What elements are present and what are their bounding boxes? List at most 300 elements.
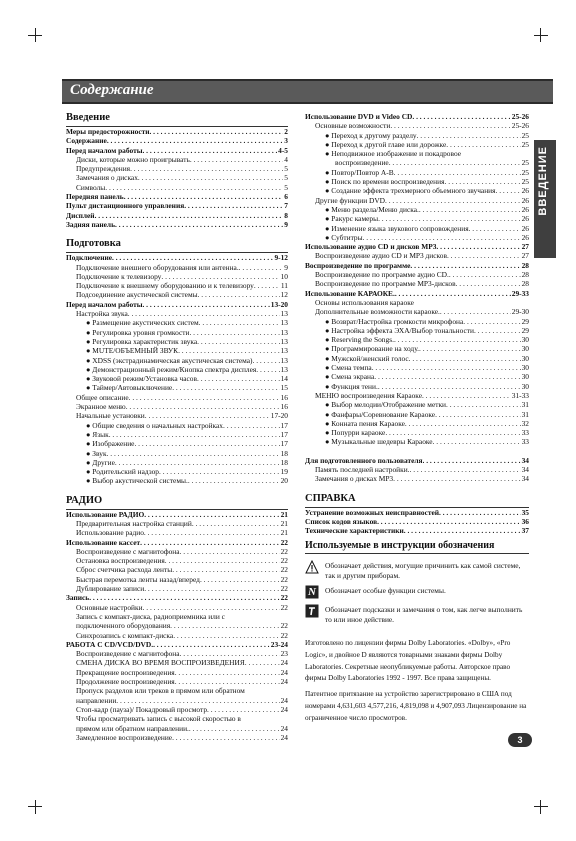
toc-entry-title: ● Музыкальные шедевры Караоке [325,437,433,447]
toc-entry-title: ● Таймер/Автовыключение [86,383,173,393]
toc-entry-title: ● MUTE/ОБЪЕМНЫЙ ЗВУК [86,346,179,356]
toc-entry [66,263,288,272]
toc-entry-title: Предварительная настройка станций [76,518,192,528]
toc-leader-dots [395,289,511,298]
toc-entry-page: 28 [521,270,529,280]
section-heading: Подготовка [66,238,121,250]
toc-list [305,456,529,484]
toc-entry-page: 30 [521,344,529,354]
toc-entry-title: прямом или обратном направлении. [76,723,189,733]
toc-entry-page: 13 [280,309,288,319]
toc-entry [66,686,288,695]
toc-leader-dots [446,140,520,149]
toc-entry-title: ● Выбор мелодии/Отображение метки [325,400,447,410]
toc-entry-title: Использование РАДИО [66,509,145,519]
toc-entry-title: Воспроизведение по программе [305,260,411,270]
toc-leader-dots [165,556,280,565]
toc-entry [305,526,529,535]
toc-entry-title: ● Функция тени. [325,381,378,391]
toc-entry-title: ● Поиск по времени воспроизведения [325,177,445,187]
toc-entry [66,318,288,327]
toc-entry [66,164,288,173]
toc-leader-dots [245,658,280,667]
toc-entry-title: ● Создание эффекта трехмерного объемного звучания [325,186,496,196]
toc-entry-title: СМЕНА ДИСКА ВО ВРЕМЯ ВОСПРОИЗВЕДЕНИЯ [76,658,245,668]
toc-entry [305,456,529,465]
toc-leader-dots [372,363,521,372]
note-n-letter: N [308,586,316,598]
toc-entry [66,290,288,299]
toc-entry [66,510,288,519]
toc-leader-dots [419,344,521,353]
toc-entry-page: 17 [280,429,288,439]
toc-leader-dots [107,136,283,145]
toc-entry [66,640,288,649]
toc-entry-page: 2 [284,127,288,136]
toc-entry-page: 22 [280,584,288,594]
toc-entry-page: 5 [284,182,288,192]
toc-leader-dots [188,476,280,485]
toc-leader-dots [172,565,279,574]
toc-entry [66,155,288,164]
toc-entry-title: Воспроизведение по программе MP3-дисков [315,279,456,289]
toc-leader-dots [449,270,521,279]
toc-leader-dots [129,393,280,402]
toc-leader-dots [405,419,521,428]
toc-leader-dots [446,400,521,409]
toc-entry-page: 22 [280,537,288,547]
toc-entry-title: Начальные установки [76,411,145,421]
toc-entry [66,593,288,602]
toc-entry [66,705,288,714]
legend-title: Используемые в инструкции обозначения [305,540,495,551]
toc-leader-dots [197,337,279,346]
legend-text: Обозначает подсказки и замечания о том, как легче выполнить то или иное действие. [325,605,523,624]
toc-entry-page: 27 [521,242,529,252]
toc-entry [305,382,529,391]
toc-entry [66,356,288,365]
toc-entry-page: 34 [521,464,529,474]
toc-entry-page: 22 [280,621,288,631]
toc-entry-title: Меры предосторожности [66,127,150,136]
toc-leader-dots [439,508,521,517]
toc-entry-title: направлении [76,695,117,705]
toc-entry-page: 29-30 [511,307,529,317]
toc-entry-title: воспроизведение [335,158,389,168]
toc-entry-page: 20 [280,476,288,486]
toc-entry-page: 29 [521,325,529,335]
toc-leader-dots [128,309,280,318]
toc-leader-dots [378,382,521,391]
toc-entry [305,131,529,140]
toc-leader-dots [115,458,280,467]
toc-leader-dots [394,168,521,177]
toc-entry-page: 13-20 [270,299,288,309]
toc-entry-page: 29-33 [511,288,529,298]
toc-entry-title: ● Ракурс камеры [325,214,379,224]
toc-entry-page: 9 [284,262,288,272]
toc-entry-title: Основные настройки [76,602,143,612]
toc-entry-page: 35 [521,507,529,517]
toc-entry-page: 28 [521,279,529,289]
toc-entry-page: 31 [521,400,529,410]
toc-entry-page: 26 [521,232,529,242]
toc-entry [305,214,529,223]
toc-entry [305,400,529,409]
toc-leader-dots [496,186,521,195]
toc-entry [305,391,529,400]
toc-entry [66,724,288,733]
toc-entry [66,173,288,182]
toc-leader-dots [116,696,279,705]
toc-entry [66,300,288,309]
toc-entry [305,158,529,167]
toc-entry [66,211,288,220]
toc-leader-dots [115,220,283,229]
toc-entry-page: 25 [521,139,529,149]
toc-list [305,508,529,536]
toc-entry [305,251,529,260]
toc-entry-title: ● Повтор/Повтор A-B [325,167,394,177]
toc-leader-dots [393,474,520,483]
toc-entry-title: ● Попурри караоке [325,428,386,438]
toc-entry-page: 28 [521,260,529,270]
toc-entry-title: Экранное меню [76,402,126,412]
toc-entry-title: МЕНЮ воспроизведения Караоке [315,390,422,400]
toc-entry-title: Технические характеристики [305,526,404,536]
toc-entry [66,519,288,528]
toc-entry [66,337,288,346]
toc-entry [66,565,288,574]
toc-leader-dots [130,164,283,173]
toc-entry [66,649,288,658]
toc-entry-page: 16 [280,392,288,402]
toc-entry-title: Перед началом работы [66,145,143,155]
toc-entry-title: ● Возврат/Настройка громкости микрофона [325,316,464,326]
toc-entry-page: 17 [280,439,288,449]
toc-entry [66,677,288,686]
toc-entry [305,437,529,446]
toc-entry [66,547,288,556]
toc-entry-title: ● Мужской/женский голос [325,353,409,363]
toc-entry-title: Дисплей [66,210,95,220]
crop-mark [540,800,541,814]
toc-entry [66,658,288,667]
toc-entry-page: 8 [284,210,288,220]
toc-entry [305,317,529,326]
toc-entry-title: ● Общие сведения о начальных настройках [86,420,223,430]
toc-leader-dots [422,391,511,400]
toc-entry-page: 13 [280,364,288,374]
toc-entry-page: 10 [280,271,288,281]
toc-entry-page: 24 [280,667,288,677]
toc-entry-title: ● Другие [86,457,115,467]
toc-entry [305,326,529,335]
toc-entry-page: 22 [280,556,288,566]
toc-entry-page: 24 [280,704,288,714]
toc-entry-page: 24 [280,723,288,733]
toc-entry [305,465,529,474]
toc-leader-dots [419,205,521,214]
page-title: Содержание [70,82,154,98]
toc-entry-page: 25 [521,167,529,177]
toc-entry [66,220,288,229]
toc-entry-title: ● Субтитры [325,232,363,242]
toc-entry-page: 18 [280,448,288,458]
toc-leader-dots [124,192,284,201]
toc-leader-dots [175,668,280,677]
toc-entry-title: Задняя панель [66,219,115,229]
toc-leader-dots [436,242,520,251]
toc-left-column [66,112,288,742]
toc-leader-dots [394,335,521,344]
toc-entry [66,281,288,290]
toc-entry-page: 33 [521,428,529,438]
toc-entry-page: 26 [521,186,529,196]
toc-entry-page: 36 [521,516,529,526]
toc-leader-dots [134,439,279,448]
toc-leader-dots [374,372,520,381]
toc-leader-dots [390,121,510,130]
toc-entry-page: 17 [280,420,288,430]
toc-entry-title: ● Регулировка характеристик звука [86,336,198,346]
toc-entry-title: Использование радио [76,528,144,538]
section-heading: РАДИО [66,494,103,506]
toc-entry [66,458,288,467]
toc-entry [305,298,529,307]
toc-leader-dots [404,526,521,535]
tip-icon [305,604,319,618]
toc-leader-dots [184,201,283,210]
toc-entry-title: ● Звук [86,448,107,458]
toc-leader-dots [409,354,521,363]
toc-entry-page: 30 [521,372,529,382]
toc-entry [66,538,288,547]
toc-leader-dots [172,383,279,392]
toc-leader-dots [170,621,279,630]
crop-mark [534,35,548,36]
toc-leader-dots [109,430,280,439]
toc-entry-title: Запись [66,593,90,603]
toc-entry [305,186,529,195]
toc-entry-page: 3 [284,136,288,146]
toc-leader-dots [199,318,280,327]
toc-leader-dots [95,211,284,220]
toc-entry-page: 30 [521,353,529,363]
toc-entry-page: 23-24 [270,639,288,649]
toc-entry-title: Воспроизведение аудио CD и MP3 дисков [315,251,447,261]
toc-entry [66,309,288,318]
toc-leader-dots [435,410,521,419]
toc-entry-page: 26 [521,214,529,224]
toc-entry-title: ● Фанфары/Соревнование Караоке [325,409,436,419]
toc-leader-dots [417,131,521,140]
toc-entry [66,411,288,420]
toc-entry-page: 26 [521,204,529,214]
toc-entry-page: 34 [521,474,529,484]
toc-entry-page: 5 [284,173,288,183]
toc-leader-dots [423,456,521,465]
toc-entry-page: 21 [280,509,288,519]
toc-entry-title: ● Демонстрационный режим/Кнопка спектра дисплея [86,364,257,374]
toc-entry-page: 13 [280,336,288,346]
toc-entry-page: 22 [280,574,288,584]
license-text [305,638,531,729]
toc-entry-title: Память последней настройки. [315,464,410,474]
toc-entry [66,668,288,677]
toc-entry [66,476,288,485]
toc-leader-dots [363,233,521,242]
crop-mark [534,806,548,807]
toc-entry [66,696,288,705]
toc-entry-title: Список кодов языков [305,516,378,526]
toc-entry-title: ● XDSS (экстрадинамическая акустическая система) [86,355,253,365]
toc-leader-dots [144,510,279,519]
toc-entry-page: 31 [521,409,529,419]
toc-entry-title: Подключение внешнего оборудования или антенна. [76,262,239,272]
toc-leader-dots [447,251,521,260]
toc-leader-dots [445,177,521,186]
toc-entry [305,363,529,372]
toc-entry-page: 4 [284,154,288,164]
toc-leader-dots [175,677,280,686]
toc-leader-dots [143,603,280,612]
toc-leader-dots [138,173,283,182]
crop-mark [28,35,42,36]
toc-leader-dots [198,290,280,299]
toc-entry-page: 13 [280,318,288,328]
toc-entry-page: 30 [521,335,529,345]
toc-leader-dots [223,421,280,430]
toc-entry [66,421,288,430]
toc-entry-title: ● Reserving the Songs. [325,335,394,345]
toc-leader-dots [153,640,270,649]
toc-entry [66,439,288,448]
toc-entry-page: 22 [280,630,288,640]
toc-entry-page: 18 [280,457,288,467]
toc-entry-page: 22 [280,593,288,603]
toc-leader-dots [385,428,520,437]
toc-entry-title: Общее описание [76,392,129,402]
toc-entry-page: 29 [521,316,529,326]
toc-entry [66,556,288,565]
toc-leader-dots [105,183,283,192]
toc-entry-page: 25 [521,130,529,140]
toc-entry [66,714,288,723]
toc-leader-dots [149,127,283,136]
toc-leader-dots [173,631,279,640]
toc-entry [305,410,529,419]
toc-entry [66,430,288,439]
toc-entry [305,242,529,251]
toc-entry-page: 37 [521,526,529,536]
dolby-license: Изготовлено по лицензии фирмы Dolby Laboratories. «Dolby», «Pro Logic», и двойное D являются товарными знаками фирмы Dolby Laboratories. Секретные неопубликуемые работы. Авторское право фирмы Dolby Laboratories 1992 - 1997. Все права защищены. [305,639,511,683]
toc-entry [305,428,529,437]
toc-entry [305,177,529,186]
toc-entry [305,168,529,177]
divider [305,553,529,554]
toc-entry-page: 27 [521,251,529,261]
toc-list [66,510,288,742]
toc-entry-title: Замедленное воспроизведение [76,732,173,742]
toc-entry-page: 24 [280,677,288,687]
toc-leader-dots [89,593,279,602]
toc-leader-dots [410,465,521,474]
toc-entry [305,344,529,353]
toc-entry-title: ● Смена темпа [325,363,372,373]
toc-entry-title: Дублирование записи [76,584,145,594]
toc-entry [66,733,288,742]
toc-entry-page: 32 [521,418,529,428]
toc-entry-title: Прекращение воспроизведения [76,667,175,677]
toc-entry-title: Стоп-кадр (пауза)/ Покадровый просмотр [76,704,208,714]
toc-entry-title: Использование кассет [66,537,141,547]
page-title-bar [62,79,553,104]
section-heading: СПРАВКА [305,492,356,504]
toc-leader-dots [463,317,520,326]
toc-leader-dots [456,279,521,288]
toc-entry-title: Символы [76,182,106,192]
toc-leader-dots [126,402,280,411]
toc-entry [305,233,529,242]
toc-entry-page: 25-26 [511,121,529,131]
toc-entry [305,289,529,298]
patent-notice: Патентное притязание на устройство зарегистрировано в США под номерами 4,631,603 4,577,216, 4,819,098 и 4,907,093 Лицензирование на ограниченное число просмотров. [305,690,527,722]
toc-entry-page: 25 [521,158,529,168]
warning-icon [305,560,319,574]
toc-entry-title: Подсоединение акустической системы [76,290,198,300]
toc-leader-dots [192,519,280,528]
toc-entry-title: ● Выбор акустической системы. [86,476,188,486]
toc-entry [305,112,529,121]
toc-entry [66,575,288,584]
toc-entry-page: 17-20 [270,411,288,421]
toc-leader-dots [377,517,521,526]
toc-entry-title: Воспроизведение по программе аудио CD. [315,270,449,280]
toc-entry [66,612,288,621]
toc-entry [305,121,529,130]
toc-leader-dots [190,155,283,164]
toc-entry-page: 21 [280,518,288,528]
toc-leader-dots [140,538,279,547]
toc-entry-title: Передняя панель [66,192,124,202]
toc-leader-dots [189,328,279,337]
toc-leader-dots [142,146,277,155]
toc-entry-title: Использование КАРАОКЕ. [305,288,395,298]
legend-text: Обозначает действия, могущие причинить как самой системе, так и другим приборам. [325,561,521,580]
toc-entry-title: Замечания о дисках [76,173,138,183]
toc-entry-page: 19 [280,467,288,477]
toc-entry [66,183,288,192]
toc-leader-dots [145,411,270,420]
toc-entry-page: 25 [521,177,529,187]
side-tab-label: ВВЕДЕНИЕ [537,146,549,216]
toc-entry-page: 22 [280,546,288,556]
toc-entry-title: ● Переход к другому разделу [325,130,417,140]
toc-entry [305,196,529,205]
toc-entry-page: 21 [280,528,288,538]
toc-leader-dots [144,584,279,593]
toc-entry-page: 30 [521,363,529,373]
toc-entry-title: Пульт дистанционного управления [66,201,185,211]
toc-entry-title: Содержание [66,136,107,146]
toc-entry-page: 15 [280,383,288,393]
toc-entry [305,517,529,526]
toc-entry-title: Диски, которые можно проигрывать [76,154,190,164]
toc-entry [66,449,288,458]
toc-entry-title: Быстрая перемотка ленты назад/вперед [76,574,200,584]
toc-entry [305,508,529,517]
